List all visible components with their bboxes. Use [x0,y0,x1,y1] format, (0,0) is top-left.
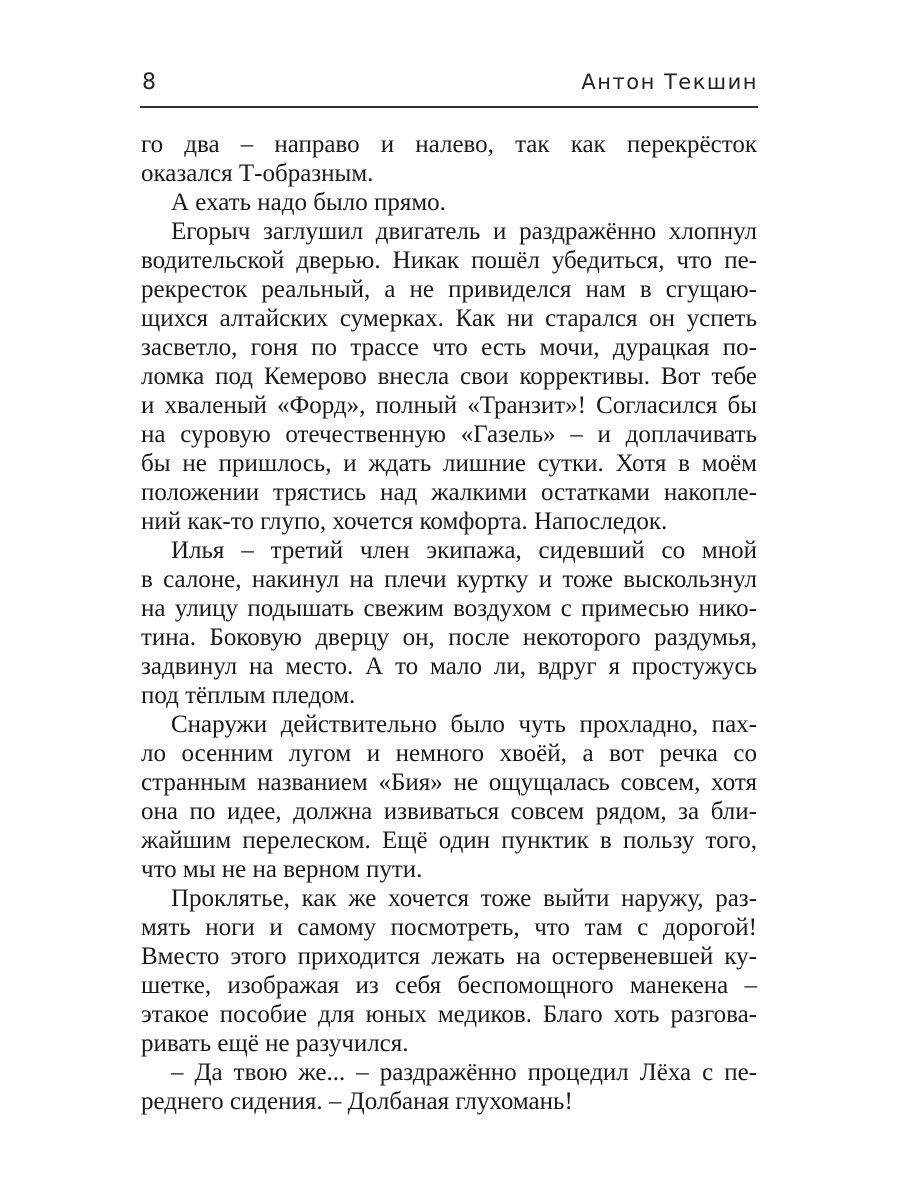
paragraph-first-line: – Да твою же... – раздражённо процедил Лёха с пе- [171,1059,757,1086]
header-rule [140,106,758,108]
text-line: шетке, изображая из себя беспомощного манекена – [141,972,757,999]
text-line: засветло, гоня по трассе что есть мочи, дурацкая по- [141,334,757,361]
text-line: в салоне, накинул на плечи куртку и тоже выскользнул [141,566,757,593]
text-line: на суровую отечественную «Газель» – и доплачивать [141,421,757,448]
paragraph-first-line: Снаружи действительно было чуть прохладно, пах- [171,711,757,738]
text-line: ло осенним лугом и немного хвоёй, а вот речка со [141,740,757,767]
text-line: оказался Т-образным. [141,160,374,187]
text-line: ломка под Кемерово внесла свои коррективы. Вот тебе [141,363,757,390]
paragraph-first-line: Егорыч заглушил двигатель и раздражённо хлопнул [171,218,757,245]
body-text [141,130,757,1116]
text-line: жайшим перелеском. Ещё один пунктик в пользу того, [141,827,757,854]
text-line: ний как-то глупо, хочется комфорта. Напоследок. [141,508,668,535]
paragraph-first-line: Проклятье, как же хочется тоже выйти наружу, раз- [171,885,757,912]
text-line: мять ноги и самому посмотреть, что там с дорогой! [141,914,757,941]
text-line: тина. Боковую дверцу он, после некоторого раздумья, [141,624,757,651]
text-line: она по идее, должна извиваться совсем рядом, за бли- [141,798,757,825]
running-head-author: Антон Текшин [581,70,758,94]
page-header [140,66,758,106]
text-line: этакое пособие для юных медиков. Благо хоть разгова- [141,1001,757,1028]
text-line: Вместо этого приходится лежать на остервеневшей ку- [141,943,757,970]
text-line: ривать ещё не разучился. [141,1030,409,1057]
text-line: рекресток реальный, а не привиделся нам в сгущаю- [141,276,757,303]
text-line: реднего сидения. – Долбаная глухомань! [141,1088,573,1115]
paragraph-first-line: Илья – третий член экипажа, сидевший со мной [171,537,757,564]
text-line: что мы не на верном пути. [141,856,423,883]
paragraph-first-line: А ехать надо было прямо. [171,189,446,216]
text-line: и хваленый «Форд», полный «Транзит»! Согласился бы [141,392,757,419]
text-line: на улицу подышать свежим воздухом с примесью нико- [141,595,757,622]
text-line: задвинул на место. А то мало ли, вдруг я простужусь [141,653,757,680]
page-number: 8 [142,70,156,95]
text-line: водительской дверью. Никак пошёл убедиться, что пе- [141,247,757,274]
text-line: бы не пришлось, и ждать лишние сутки. Хотя в моём [141,450,757,477]
text-line: странным названием «Бия» не ощущалась совсем, хотя [141,769,757,796]
text-line: щихся алтайских сумерках. Как ни старался он успеть [141,305,757,332]
text-line: го два – направо и налево, так как перекрёсток [141,131,757,158]
text-line: под тёплым пледом. [141,682,356,709]
text-line: положении трястись над жалкими остатками накопле- [141,479,757,506]
